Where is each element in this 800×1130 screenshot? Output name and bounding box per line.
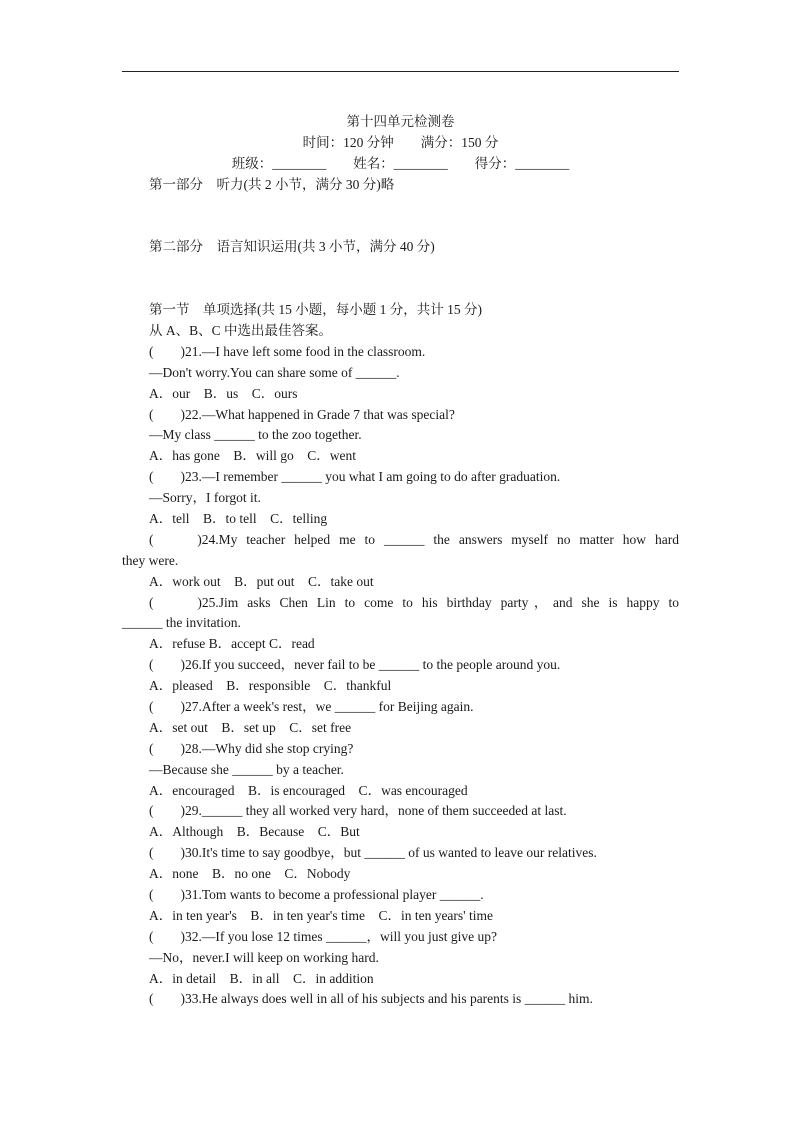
question-stem: ( )33.He always does well in all of his subjects and his parents is ______ him. bbox=[149, 991, 593, 1007]
question-21 bbox=[122, 342, 679, 405]
exam-content bbox=[122, 112, 679, 1010]
question-stem: ( )32.—If you lose 12 times ______，will you just give up? bbox=[149, 928, 497, 944]
question-31 bbox=[122, 885, 679, 927]
question-stem: ( )25.Jim asks Chen Lin to come to his birthday party，and she is happy to bbox=[149, 594, 679, 610]
question-stem: —Sorry，I forgot it. bbox=[149, 490, 261, 506]
part2-heading: 第二部分 语言知识运用(共 3 小节，满分 40 分) bbox=[149, 239, 435, 255]
question-25 bbox=[122, 593, 679, 656]
question-stem: ( )22.—What happened in Grade 7 that was special? bbox=[149, 406, 455, 422]
question-stem: ( )24.My teacher helped me to ______ the answers myself no matter how hard bbox=[149, 531, 679, 547]
question-24 bbox=[122, 530, 679, 593]
question-stem: ( )23.—I remember ______ you what I am going to do after graduation. bbox=[149, 469, 561, 485]
part1-heading: 第一部分 听力(共 2 小节，满分 30 分)略 bbox=[149, 176, 395, 192]
section1-instruction: 从 A、B、C 中选出最佳答案。 bbox=[149, 322, 333, 338]
question-33 bbox=[122, 989, 679, 1010]
question-26 bbox=[122, 655, 679, 697]
question-stem: ( )28.—Why did she stop crying? bbox=[149, 740, 354, 756]
question-stem: —My class ______ to the zoo together. bbox=[149, 427, 362, 443]
question-stem: —No，never.I will keep on working hard. bbox=[149, 949, 379, 965]
question-30 bbox=[122, 843, 679, 885]
question-options: A．has gone B．will go C．went bbox=[149, 448, 356, 464]
question-stem-continued: ______ the invitation. bbox=[122, 615, 241, 631]
question-options: A．none B．no one C．Nobody bbox=[149, 866, 351, 882]
question-28 bbox=[122, 739, 679, 802]
question-options: A．refuse B．accept C．read bbox=[149, 636, 315, 652]
question-stem: ( )26.If you succeed，never fail to be ______ to the people around you. bbox=[149, 657, 561, 673]
question-options: A．set out B．set up C．set free bbox=[149, 719, 352, 735]
question-27 bbox=[122, 697, 679, 739]
time-score-line: 时间：120 分钟 满分：150 分 bbox=[302, 134, 499, 150]
question-options: A．encouraged B．is encouraged C．was encouraged bbox=[149, 782, 468, 798]
question-stem: ( )29.______ they all worked very hard，none of them succeeded at last. bbox=[149, 803, 567, 819]
top-rule bbox=[122, 71, 679, 72]
question-stem: ( )30.It's time to say goodbye，but ______ of us wanted to leave our relatives. bbox=[149, 845, 597, 861]
question-stem-continued: they were. bbox=[122, 552, 179, 568]
question-stem: —Because she ______ by a teacher. bbox=[149, 761, 344, 777]
exam-title: 第十四单元检测卷 bbox=[346, 114, 455, 129]
question-options: A．pleased B．responsible C．thankful bbox=[149, 678, 392, 694]
question-options: A．work out B．put out C．take out bbox=[149, 573, 374, 589]
question-options: A．tell B．to tell C．telling bbox=[149, 510, 328, 526]
question-32 bbox=[122, 927, 679, 990]
question-23 bbox=[122, 467, 679, 530]
question-options: A．our B．us C．ours bbox=[149, 385, 298, 401]
question-options: A．in ten year's B．in ten year's time C．in ten years' time bbox=[149, 907, 493, 923]
question-stem: ( )27.After a week's rest，we ______ for Beijing again. bbox=[149, 698, 474, 714]
question-stem: ( )21.—I have left some food in the classroom. bbox=[149, 343, 426, 359]
student-info-line: 班级：________ 姓名：________ 得分：________ bbox=[231, 155, 570, 171]
question-22 bbox=[122, 405, 679, 468]
question-stem: —Don't worry.You can share some of ______. bbox=[149, 364, 400, 380]
question-stem: ( )31.Tom wants to become a professional player ______. bbox=[149, 886, 484, 902]
question-29 bbox=[122, 801, 679, 843]
question-options: A．Although B．Because C．But bbox=[149, 824, 360, 840]
section1-heading: 第一节 单项选择(共 15 小题，每小题 1 分，共计 15 分) bbox=[149, 302, 482, 318]
question-options: A．in detail B．in all C．in addition bbox=[149, 970, 374, 986]
